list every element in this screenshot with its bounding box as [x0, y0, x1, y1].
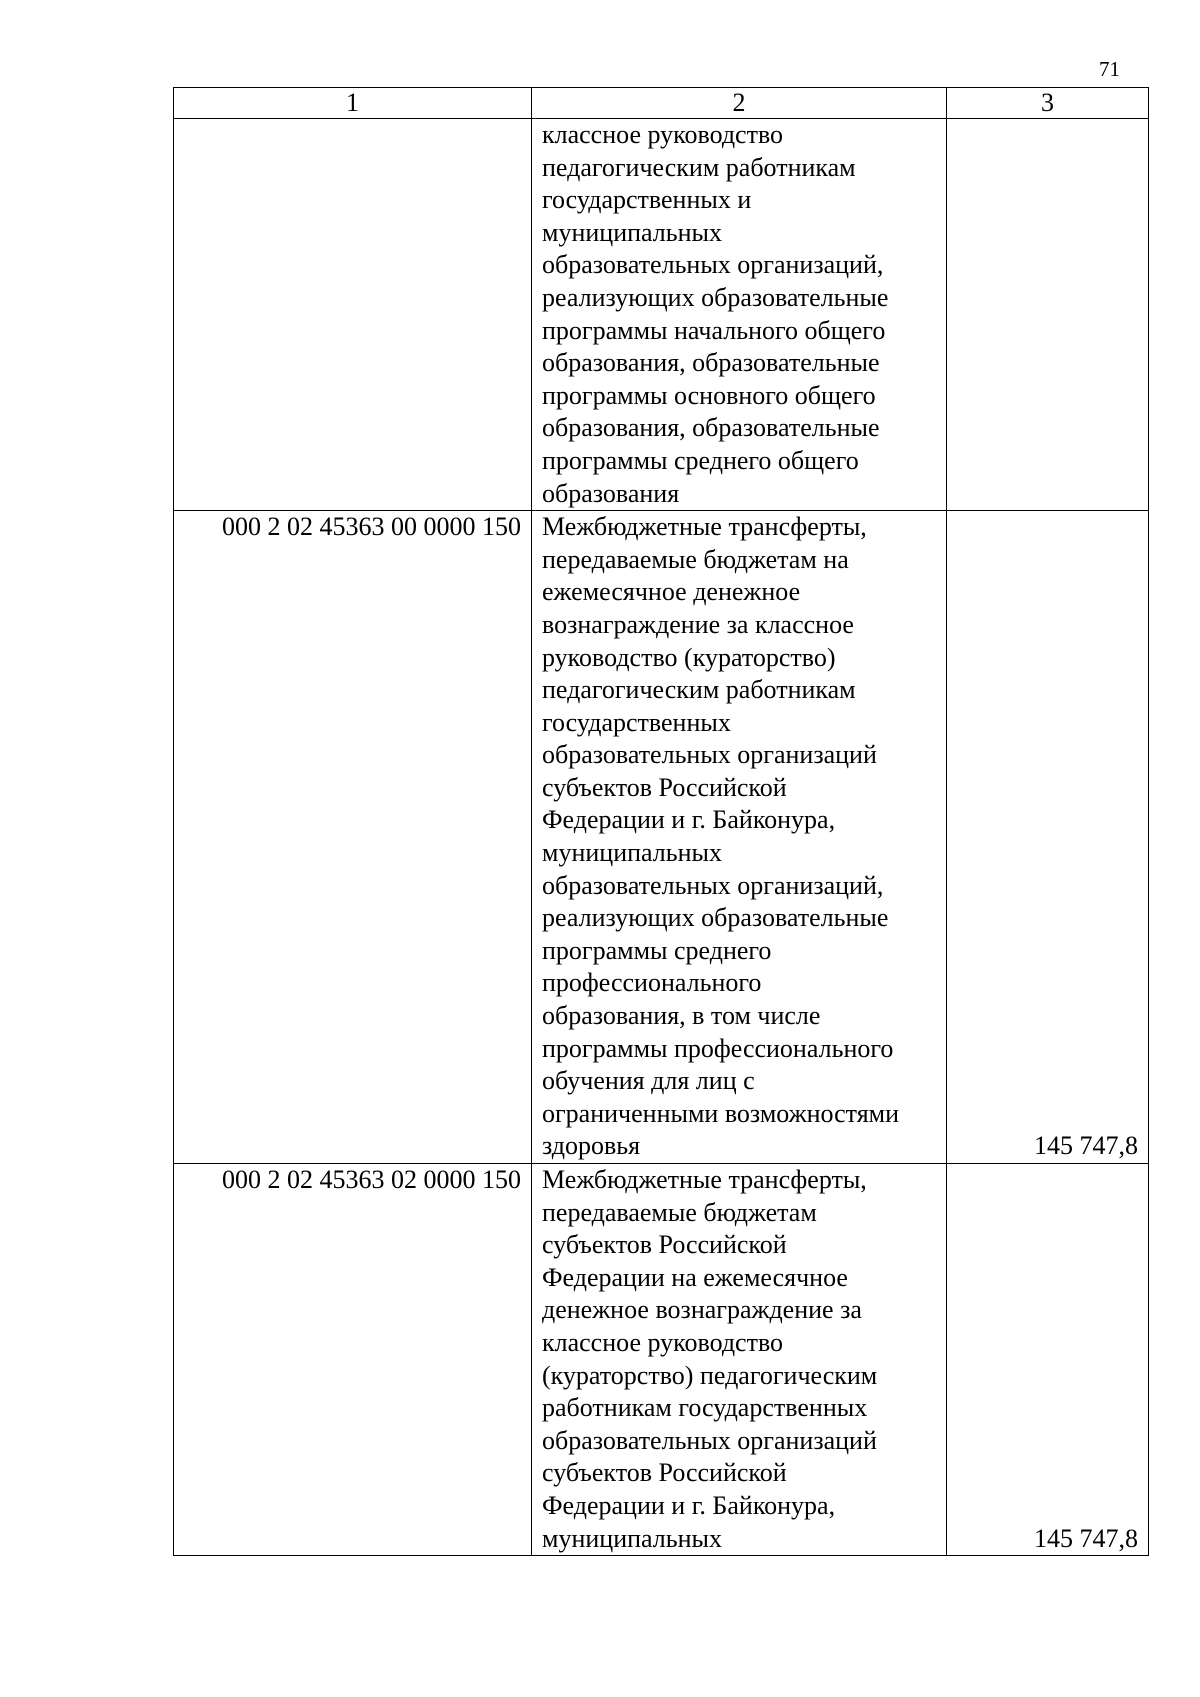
description-line: Межбюджетные трансферты, [542, 1165, 867, 1194]
description-line: Федерации и г. Байконура, [542, 805, 836, 835]
page-number: 71 [1099, 57, 1120, 81]
description-line: Федерации и г. Байконура, [542, 1490, 836, 1520]
description-line: обучения для лиц с [542, 1066, 755, 1096]
amount-cell: 145 747,8 [947, 511, 1149, 1164]
table-row [174, 511, 1149, 1164]
description-line: педагогическим работникам [542, 675, 856, 705]
description-line: субъектов Российской [542, 772, 787, 802]
amount-cell [947, 119, 1149, 511]
column-header-1: 1 [174, 88, 532, 119]
description-line: денежное вознаграждение за [542, 1295, 862, 1325]
description-line: программы среднего общего [542, 445, 859, 475]
description-line: реализующих образовательные [542, 282, 889, 312]
description-line: образования, в том числе [542, 1001, 821, 1031]
description-line: субъектов Российской [542, 1458, 787, 1488]
description-line: Межбюджетные трансферты, [542, 512, 867, 542]
description-line: образовательных организаций [542, 740, 877, 770]
description-line: классное руководство [542, 120, 784, 149]
description-cell [532, 511, 947, 1164]
description-line: образовательных организаций [542, 1425, 877, 1455]
budget-code-cell: 000 2 02 45363 00 0000 150 [174, 511, 532, 1164]
description-line: образования [542, 478, 680, 508]
description-line: муниципальных [542, 1523, 723, 1553]
description-line: образования, образовательные [542, 413, 880, 443]
description-line: вознаграждение за классное [542, 609, 854, 639]
description-line: передаваемые бюджетам [542, 1197, 817, 1227]
description-line: государственных и [542, 185, 752, 215]
description-line: ежемесячное денежное [542, 577, 801, 607]
description-line: программы среднего [542, 935, 772, 965]
description-line: программы основного общего [542, 380, 876, 410]
table-header-row [174, 88, 1149, 119]
column-header-3: 3 [947, 88, 1149, 119]
description-line: муниципальных [542, 217, 723, 247]
description-line: образования, образовательные [542, 348, 880, 378]
description-line: образовательных организаций, [542, 870, 884, 900]
description-line: программы профессионального [542, 1033, 894, 1063]
description-line: (кураторство) педагогическим [542, 1360, 878, 1390]
amount-cell: 145 747,8 [947, 1164, 1149, 1556]
table-row [174, 119, 1149, 511]
description-line: субъектов Российской [542, 1230, 787, 1260]
description-line: программы начального общего [542, 315, 886, 345]
description-line: профессионального [542, 968, 762, 998]
description-line: классное руководство [542, 1327, 784, 1357]
description-cell [532, 119, 947, 511]
description-line: руководство (кураторство) [542, 642, 836, 672]
budget-code-cell: 000 2 02 45363 02 0000 150 [174, 1164, 532, 1556]
description-line: ограниченными возможностями [542, 1098, 900, 1128]
description-line: Федерации на ежемесячное [542, 1262, 848, 1292]
description-line: работникам государственных [542, 1393, 868, 1423]
description-line: педагогическим работникам [542, 152, 856, 182]
description-line: реализующих образовательные [542, 903, 889, 933]
table-row [174, 1164, 1149, 1556]
column-header-2: 2 [532, 88, 947, 119]
description-line: государственных [542, 707, 731, 737]
description-line: здоровья [542, 1131, 641, 1161]
description-line: муниципальных [542, 838, 723, 868]
budget-table [173, 87, 1149, 1556]
description-line: образовательных организаций, [542, 250, 884, 280]
description-cell [532, 1164, 947, 1556]
budget-code-cell [174, 119, 532, 511]
description-line: передаваемые бюджетам на [542, 544, 849, 574]
